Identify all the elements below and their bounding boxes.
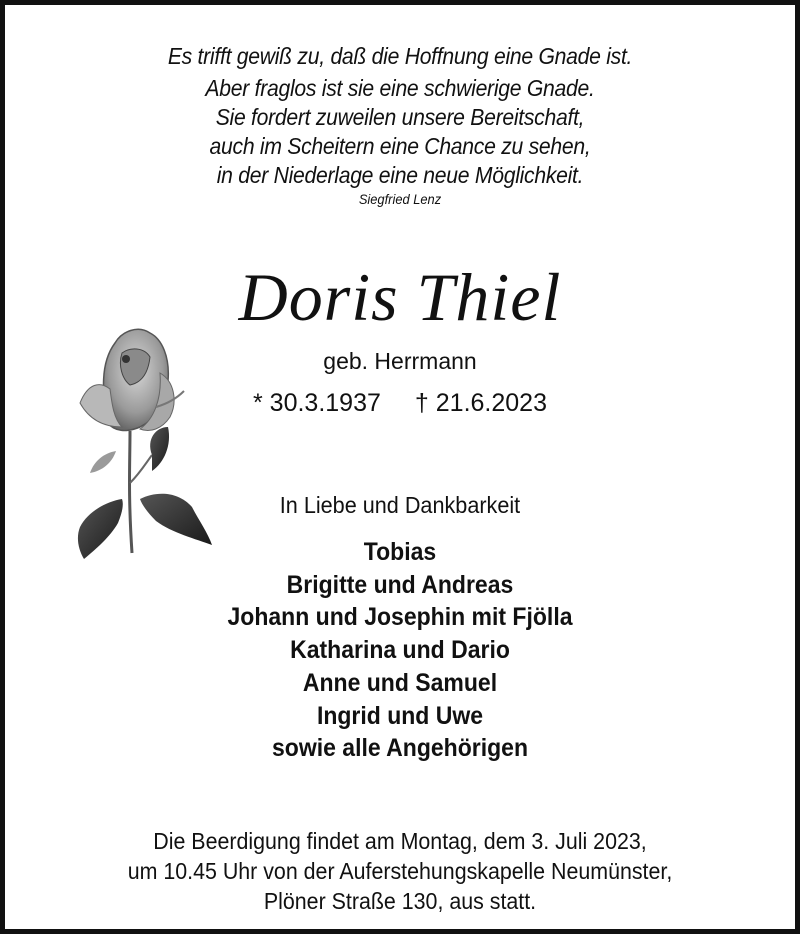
birth-date: * 30.3.1937 xyxy=(253,389,381,417)
quote-line: in der Niederlage eine neue Möglichkeit. xyxy=(216,162,584,188)
quote-line: Es trifft gewiß zu, daß die Hoffnung eine Gnade ist. xyxy=(167,43,633,69)
death-date: † 21.6.2023 xyxy=(414,389,547,417)
deceased-name: Doris Thiel xyxy=(238,259,562,335)
mourner-name: Johann und Josephin mit Fjölla xyxy=(227,603,573,631)
quote-line: Sie fordert zuweilen unsere Bereitschaft, xyxy=(215,104,585,130)
quote-author: Siegfried Lenz xyxy=(358,191,442,207)
mourner-name: Katharina und Dario xyxy=(290,636,510,664)
rose-illustration-icon xyxy=(60,323,220,563)
quote-line: Aber fraglos ist sie eine schwierige Gnade. xyxy=(205,75,595,101)
mourner-name: Tobias xyxy=(363,538,437,566)
mourner-name: Ingrid und Uwe xyxy=(316,702,484,730)
quote-line: auch im Scheitern eine Chance zu sehen, xyxy=(209,133,591,159)
birth-name: geb. Herrmann xyxy=(323,348,477,374)
funeral-info-line: Die Beerdigung findet am Montag, dem 3. Juli 2023, xyxy=(153,828,647,854)
mourners-intro: In Liebe und Dankbarkeit xyxy=(279,492,521,518)
funeral-info-line: um 10.45 Uhr von der Auferstehungskapelle Neumünster, xyxy=(127,858,673,884)
mourner-name: Anne und Samuel xyxy=(302,669,498,697)
funeral-info-line: Plöner Straße 130, aus statt. xyxy=(263,888,537,914)
mourner-name: sowie alle Angehörigen xyxy=(271,734,529,762)
mourner-name: Brigitte und Andreas xyxy=(286,571,514,599)
